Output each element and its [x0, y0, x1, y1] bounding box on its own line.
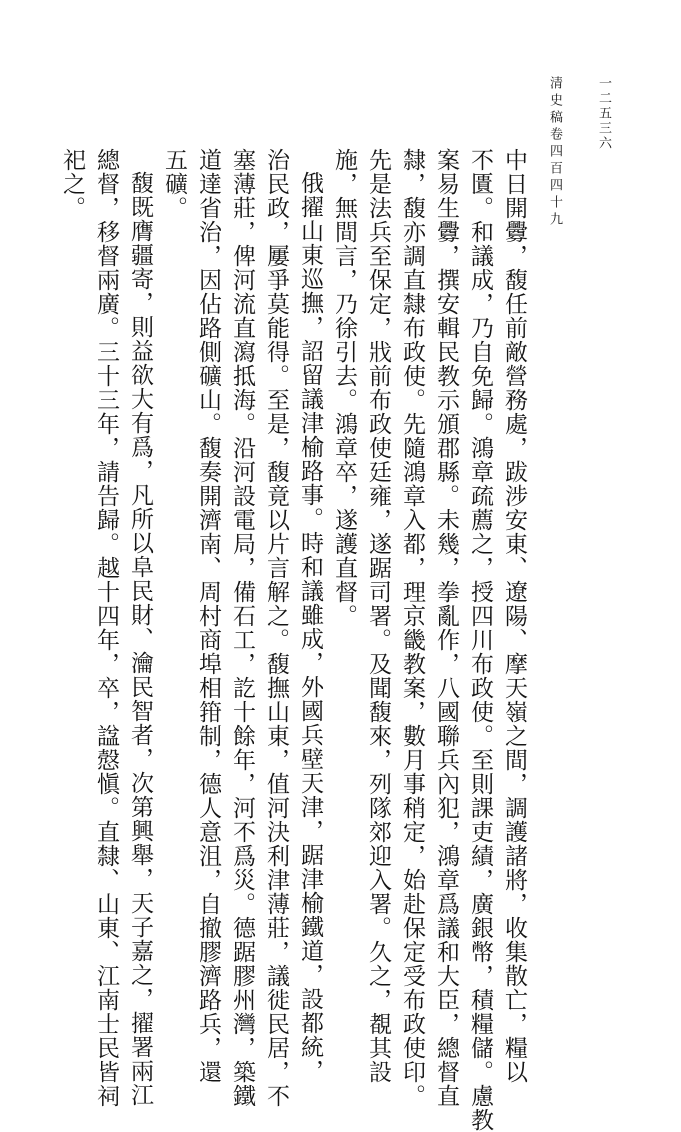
text-column: 五礦。 [161, 148, 187, 220]
text-column: 案易生釁，撰安輯民教示頒郡縣。未幾，拳亂作，八國聯兵內犯，鴻章爲議和大臣，總督直 [433, 148, 459, 1108]
running-head-title: 清史稿卷四百四十九 [547, 76, 562, 229]
text-column: 治民政，屢爭莫能得。至是，馥竟以片言解之。馥撫山東，值河決利津薄莊，議徙民居，不 [263, 148, 289, 1108]
body-text [59, 148, 531, 1132]
text-column: 道達省治，因佔路側礦山。馥奏開濟南、周村商埠相箝制，德人意沮，自撤膠濟路兵，還 [195, 148, 221, 1084]
text-column: 總督，移督兩廣。三十三年，請告歸。越十四年，卒，諡慤愼。直隸、山東、江南士民皆祠 [93, 148, 119, 1108]
page-number: 一二五三六 [596, 76, 611, 151]
text-column: 施，無間言，乃徐引去。鴻章卒，遂護直督。 [331, 148, 357, 628]
text-column: 先是法兵至保定，戕前布政使廷雍，遂踞司署。及聞馥來，列隊郊迎入署。久之，覩其設 [365, 148, 391, 1084]
text-column: 隸，馥亦調直隸布政使。先隨鴻章入都，理京畿教案，數月事稍定，始赴保定受布政使印。 [399, 148, 425, 1108]
text-column: 塞薄莊，俾河流直瀉抵海。沿河設電局，備石工，訖十餘年，河不爲災。德踞膠州灣，築鐵 [229, 148, 255, 1108]
text-column: 中日開釁，馥任前敵營務處，跋涉安東、遼陽、摩天嶺之間，調護諸將，收集散亡，糧以 [501, 148, 527, 1084]
text-column: 祀之。 [59, 148, 85, 220]
text-column: 馥既膺疆寄，則益欲大有爲，凡所以阜民財、瀹民智者，次第興舉，天子嘉之，擢署兩江 [127, 171, 153, 1107]
text-column: 不匱。和議成，乃自免歸。鴻章疏薦之，授四川布政使。至則課吏績，廣銀幣，積糧儲。慮教 [467, 148, 493, 1132]
text-column: 俄擢山東巡撫，詔留議津榆路事。時和議雖成，外國兵壁天津，踞津榆鐵道，設都統， [297, 171, 323, 1083]
